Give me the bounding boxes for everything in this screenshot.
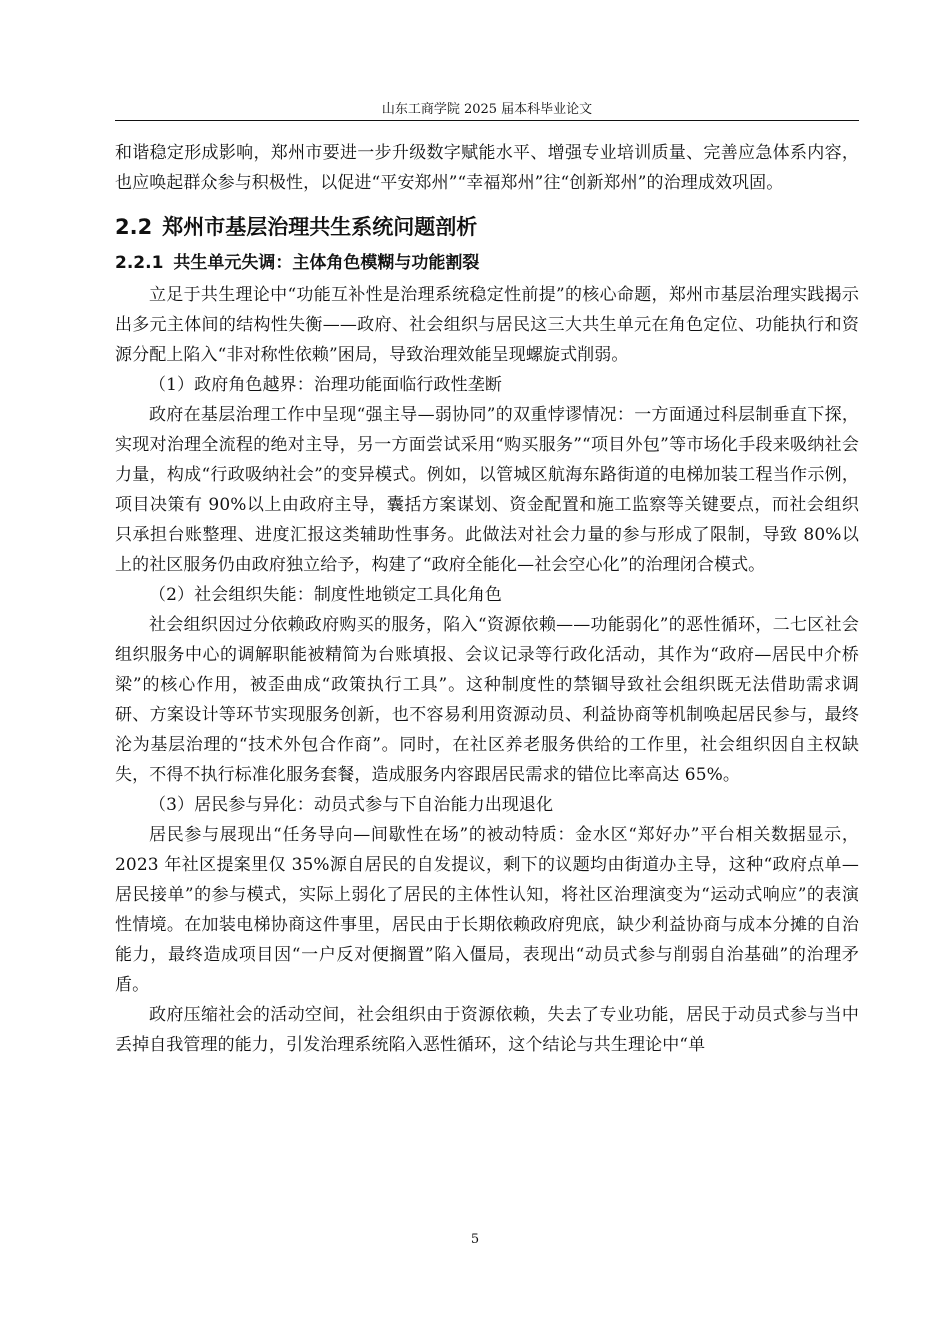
header-rule — [115, 120, 859, 121]
running-header: 山东工商学院 2025 届本科毕业论文 — [381, 102, 593, 117]
subsection-number: 2.2.1 — [115, 253, 164, 273]
item-heading-residents: （3）居民参与异化：动员式参与下自治能力出现退化 — [149, 795, 554, 815]
paragraph-conclusion: 政府压缩社会的活动空间，社会组织由于资源依赖，失去了专业功能，居民于动员式参与当中丢掉自我管理的能力，引发治理系统陷入恶性循环，这个结论与共生理论中“单 — [115, 1005, 859, 1055]
page-number: 5 — [470, 1232, 480, 1247]
intro-paragraph: 和谐稳定形成影响，郑州市要进一步升级数字赋能水平、增强专业培训质量、完善应急体系内容，也应唤起群众参与积极性，以促进“平安郑州”“幸福郑州”往“创新郑州”的治理成效巩固。 — [115, 143, 859, 193]
subsection-title: 共生单元失调：主体角色模糊与功能割裂 — [173, 253, 480, 273]
section-heading — [115, 210, 859, 244]
paragraph-residents: 居民参与展现出“任务导向—间歇性在场”的被动特质：金水区“郑好办”平台相关数据显示，2023 年社区提案里仅 35%源自居民的自发提议，剩下的议题均由街道办主导，这种“政府点单—居民接单”的参与模式，实际上弱化了居民的主体性认知，将社区治理演变为“运动式响应”的表演性情境。在加装电梯协商这件事里，居民由于长期依赖政府兜底，缺少利益协商与成本分摊的自治能力，最终造成项目因“一户反对便搁置”陷入僵局，表现出“动员式参与削弱自治基础”的治理矛盾。 — [115, 825, 859, 995]
paragraph-government: 政府在基层治理工作中呈现“强主导—弱协同”的双重悖谬情况：一方面通过科层制垂直下探，实现对治理全流程的绝对主导，另一方面尝试采用“购买服务”“项目外包”等市场化手段来吸纳社会力量，构成“行政吸纳社会”的变异模式。例如，以管城区航海东路街道的电梯加装工程当作示例，项目决策有 90%以上由政府主导，囊括方案谋划、资金配置和施工监察等关键要点，而社会组织只承担台账整理、进度汇报这类辅助性事务。此做法对社会力量的参与形成了限制，导致 80%以上的社区服务仍由政府独立给予，构建了“政府全能化—社会空心化”的治理闭合模式。 — [115, 405, 859, 575]
item-heading-government: （1）政府角色越界：治理功能面临行政性垄断 — [149, 375, 502, 395]
section-title: 郑州市基层治理共生系统问题剖析 — [162, 215, 478, 239]
page-body — [115, 138, 859, 1060]
paragraph-social-org: 社会组织因过分依赖政府购买的服务，陷入“资源依赖——功能弱化”的恶性循环，二七区社会组织服务中心的调解职能被精简为台账填报、会议记录等行政化活动，其作为“政府—居民中介桥梁”的核心作用，被歪曲成“政策执行工具”。这种制度性的禁锢导致社会组织既无法借助需求调研、方案设计等环节实现服务创新，也不容易利用资源动员、利益协商等机制唤起居民参与，最终沦为基层治理的“技术外包合作商”。同时，在社区养老服务供给的工作里，社会组织因自主权缺失，不得不执行标准化服务套餐，造成服务内容跟居民需求的错位比率高达 65%。 — [115, 615, 859, 785]
item-heading-social-org: （2）社会组织失能：制度性地锁定工具化角色 — [149, 585, 502, 605]
subsection-heading — [115, 248, 859, 278]
paragraph-core-thesis: 立足于共生理论中“功能互补性是治理系统稳定性前提”的核心命题，郑州市基层治理实践揭示出多元主体间的结构性失衡——政府、社会组织与居民这三大共生单元在角色定位、功能执行和资源分配上陷入“非对称性依赖”困局，导致治理效能呈现螺旋式削弱。 — [115, 285, 859, 365]
section-number: 2.2 — [115, 215, 153, 239]
